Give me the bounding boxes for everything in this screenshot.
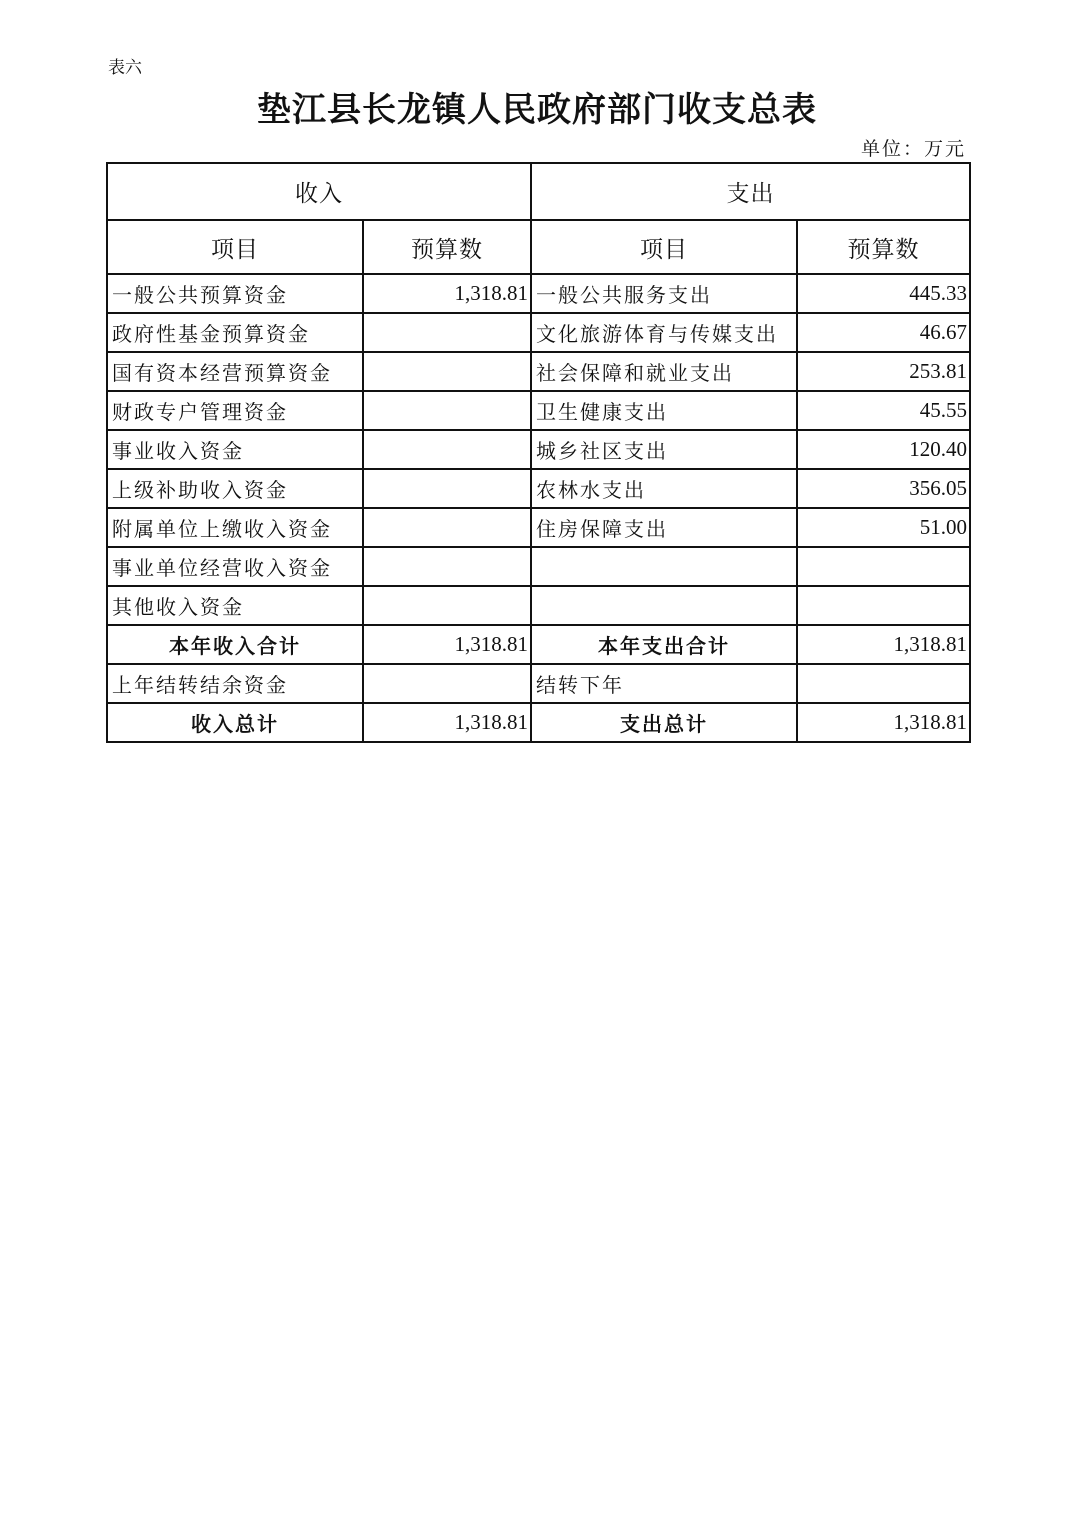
expense-value <box>797 586 970 625</box>
section-header-row <box>107 163 970 220</box>
table-row <box>107 391 970 430</box>
income-item: 事业单位经营收入资金 <box>107 547 363 586</box>
expense-item: 农林水支出 <box>531 469 797 508</box>
expense-item: 一般公共服务支出 <box>531 274 797 313</box>
income-value <box>363 586 531 625</box>
table-row <box>107 469 970 508</box>
income-item: 一般公共预算资金 <box>107 274 363 313</box>
grand-total-row <box>107 703 970 742</box>
year-income-total-label: 本年收入合计 <box>107 625 363 664</box>
income-item: 政府性基金预算资金 <box>107 313 363 352</box>
expense-item: 卫生健康支出 <box>531 391 797 430</box>
column-header-row <box>107 220 970 274</box>
income-item: 国有资本经营预算资金 <box>107 352 363 391</box>
income-value <box>363 508 531 547</box>
carryover-row <box>107 664 970 703</box>
income-item: 财政专户管理资金 <box>107 391 363 430</box>
year-expense-total-label: 本年支出合计 <box>531 625 797 664</box>
income-item: 其他收入资金 <box>107 586 363 625</box>
expense-grand-total-value: 1,318.81 <box>797 703 970 742</box>
expense-item-header: 项目 <box>531 220 797 274</box>
expense-value: 45.55 <box>797 391 970 430</box>
table-row <box>107 547 970 586</box>
expense-value <box>797 547 970 586</box>
table-row <box>107 586 970 625</box>
expense-item: 城乡社区支出 <box>531 430 797 469</box>
expense-item <box>531 586 797 625</box>
table-row <box>107 430 970 469</box>
expense-item: 住房保障支出 <box>531 508 797 547</box>
year-total-row <box>107 625 970 664</box>
budget-summary-table <box>106 162 971 743</box>
unit-label: 单位：万元 <box>860 138 966 160</box>
income-budget-header: 预算数 <box>363 220 531 274</box>
income-value <box>363 391 531 430</box>
income-value <box>363 469 531 508</box>
income-value <box>363 313 531 352</box>
table-row <box>107 313 970 352</box>
year-expense-total-value: 1,318.81 <box>797 625 970 664</box>
expense-item: 文化旅游体育与传媒支出 <box>531 313 797 352</box>
income-value: 1,318.81 <box>363 274 531 313</box>
expense-value: 120.40 <box>797 430 970 469</box>
table-number: 表六 <box>108 58 142 78</box>
expense-value: 356.05 <box>797 469 970 508</box>
carry-forward-label: 结转下年 <box>531 664 797 703</box>
expense-value: 51.00 <box>797 508 970 547</box>
income-grand-total-value: 1,318.81 <box>363 703 531 742</box>
expense-budget-header: 预算数 <box>797 220 970 274</box>
table-row <box>107 508 970 547</box>
expense-value: 253.81 <box>797 352 970 391</box>
expense-grand-total-label: 支出总计 <box>531 703 797 742</box>
prior-year-carryover-label: 上年结转结余资金 <box>107 664 363 703</box>
expense-section-header: 支出 <box>531 163 970 220</box>
income-value <box>363 430 531 469</box>
income-item: 附属单位上缴收入资金 <box>107 508 363 547</box>
expense-value: 445.33 <box>797 274 970 313</box>
expense-value: 46.67 <box>797 313 970 352</box>
page-title: 垫江县长龙镇人民政府部门收支总表 <box>257 90 817 130</box>
income-section-header: 收入 <box>107 163 531 220</box>
prior-year-carryover-value <box>363 664 531 703</box>
year-income-total-value: 1,318.81 <box>363 625 531 664</box>
carry-forward-value <box>797 664 970 703</box>
income-item-header: 项目 <box>107 220 363 274</box>
income-grand-total-label: 收入总计 <box>107 703 363 742</box>
income-value <box>363 547 531 586</box>
expense-item: 社会保障和就业支出 <box>531 352 797 391</box>
income-value <box>363 352 531 391</box>
table-row <box>107 352 970 391</box>
table-row <box>107 274 970 313</box>
expense-item <box>531 547 797 586</box>
income-item: 事业收入资金 <box>107 430 363 469</box>
income-item: 上级补助收入资金 <box>107 469 363 508</box>
